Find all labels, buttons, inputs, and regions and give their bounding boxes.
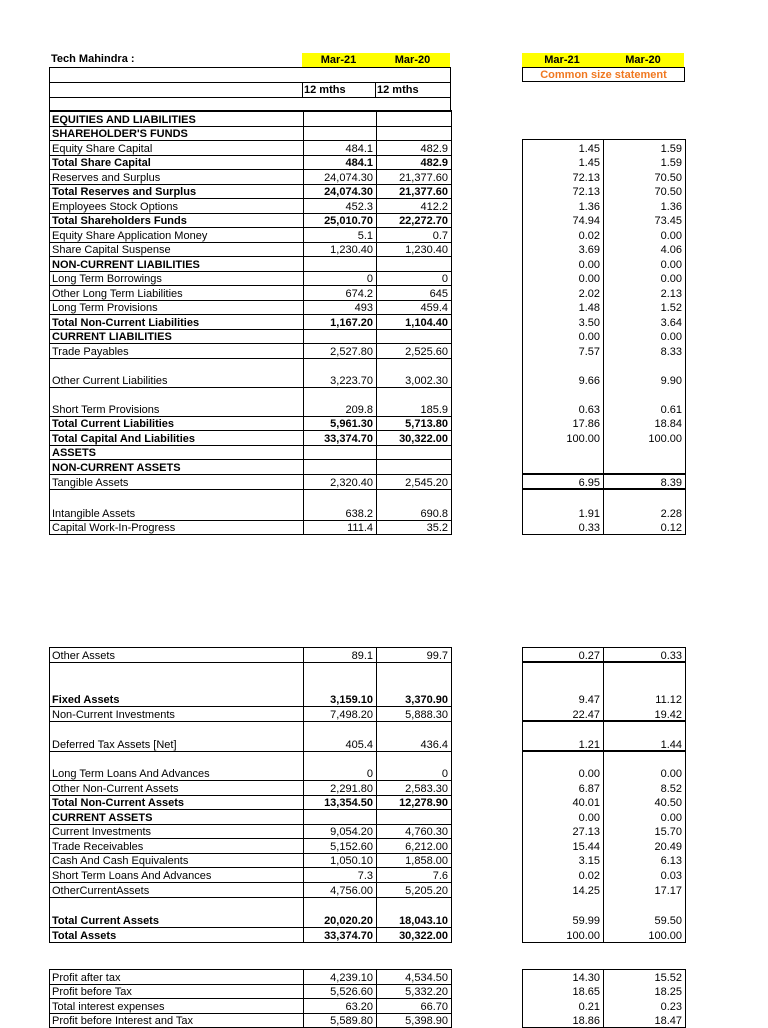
row-label: Total Non-Current Liabilities xyxy=(52,317,200,329)
row-label: CURRENT ASSETS xyxy=(52,812,153,824)
cs-value-mar20 xyxy=(603,445,685,459)
table-row xyxy=(50,155,451,169)
value-mar20 xyxy=(376,257,451,271)
value-mar21: 63.20 xyxy=(345,1001,373,1013)
table-row xyxy=(50,169,451,184)
cs-value-mar21: 0.00 xyxy=(578,812,600,824)
table-row xyxy=(50,662,451,706)
value-mar20: 1,858.00 xyxy=(405,855,448,867)
table-row xyxy=(50,520,451,534)
cs-value-mar20: 15.52 xyxy=(654,972,682,984)
value-mar21: 493 xyxy=(354,302,373,314)
row-label: Trade Receivables xyxy=(52,841,144,853)
value-mar21 xyxy=(303,111,376,126)
row-label: Profit after tax xyxy=(52,972,121,984)
value-mar20: 0.7 xyxy=(432,230,448,242)
cs-value-mar21: 7.57 xyxy=(578,346,600,358)
value-mar21: 3,223.70 xyxy=(330,375,373,387)
value-mar20: 5,398.90 xyxy=(405,1015,448,1027)
cs-value-mar20: 1.59 xyxy=(660,157,682,169)
row-label: Profit before Tax xyxy=(52,986,132,998)
value-mar20: 436.4 xyxy=(420,739,448,751)
value-mar20: 5,888.30 xyxy=(405,709,448,721)
cs-value-mar20: 1.52 xyxy=(660,302,682,314)
cs-value-mar20: 6.13 xyxy=(660,855,682,867)
cs-value-mar21: 100.00 xyxy=(566,930,600,942)
table-row xyxy=(50,882,451,897)
cs-value-mar20: 15.70 xyxy=(654,826,682,838)
common-size-block xyxy=(522,661,686,722)
cs-value-mar21: 1.21 xyxy=(578,739,600,751)
cs-value-mar21: 2.02 xyxy=(578,288,600,300)
table-row xyxy=(50,474,451,489)
value-mar21: 33,374.70 xyxy=(324,930,373,942)
value-mar21: 20,020.20 xyxy=(324,915,373,927)
table-row xyxy=(50,285,451,300)
cs-value-mar21: 72.13 xyxy=(572,172,600,184)
table-row xyxy=(50,780,451,795)
value-mar20: 482.9 xyxy=(420,157,448,169)
common-size-block xyxy=(522,750,686,943)
row-label: Tangible Assets xyxy=(52,477,129,489)
value-mar20: 482.9 xyxy=(420,143,448,155)
cs-value-mar21: 72.13 xyxy=(572,186,600,198)
cs-value-mar21: 0.63 xyxy=(578,404,600,416)
value-mar20 xyxy=(376,127,451,140)
value-mar20: 0 xyxy=(441,273,448,285)
value-mar20: 690.8 xyxy=(420,508,448,520)
cs-value-mar21: 40.01 xyxy=(572,797,600,809)
cs-value-mar20: 0.00 xyxy=(660,812,682,824)
value-mar21: 1,230.40 xyxy=(330,244,373,256)
cs-value-mar21: 3.15 xyxy=(578,855,600,867)
table-row xyxy=(50,242,451,256)
value-mar20 xyxy=(376,446,451,459)
cs-value-mar21: 74.94 xyxy=(572,215,600,227)
row-label: Employees Stock Options xyxy=(52,201,178,213)
value-mar21 xyxy=(303,460,376,474)
cs-value-mar20: 8.39 xyxy=(660,477,682,489)
cs-value-mar21: 3.50 xyxy=(578,317,600,329)
header-grid xyxy=(49,67,451,112)
cs-value-mar20: 2.13 xyxy=(660,288,682,300)
value-mar21: 484.1 xyxy=(345,157,373,169)
cs-value-mar20: 1.44 xyxy=(660,739,682,751)
value-mar20: 2,583.30 xyxy=(405,783,448,795)
cs-value-mar20: 18.25 xyxy=(654,986,682,998)
row-label: Other Assets xyxy=(52,650,115,662)
value-mar21 xyxy=(303,257,376,271)
row-label: Deferred Tax Assets [Net] xyxy=(52,739,177,751)
table-row xyxy=(50,795,451,809)
cs-title: Common size statement xyxy=(540,68,667,81)
cs-value-mar20: 0.03 xyxy=(660,870,682,882)
value-mar21: 405.4 xyxy=(345,739,373,751)
row-label: Equity Share Application Money xyxy=(52,230,208,242)
cs-value-mar20: 100.00 xyxy=(648,433,682,445)
value-mar21: 2,527.80 xyxy=(330,346,373,358)
value-mar20: 3,002.30 xyxy=(405,375,448,387)
cs-value-mar21: 3.69 xyxy=(578,244,600,256)
row-label: Total Current Liabilities xyxy=(52,418,175,430)
table-row xyxy=(50,126,451,140)
value-mar20: 459.4 xyxy=(420,302,448,314)
value-mar20: 30,322.00 xyxy=(399,930,448,942)
value-mar20: 2,545.20 xyxy=(405,477,448,489)
table-row xyxy=(50,314,451,329)
cs-value-mar21: 0.33 xyxy=(578,522,600,534)
value-mar21: 4,756.00 xyxy=(330,885,373,897)
cs-value-mar21 xyxy=(523,445,603,459)
value-mar21: 7,498.20 xyxy=(330,709,373,721)
cs-value-mar21: 1.45 xyxy=(578,143,600,155)
cs-value-mar20: 0.00 xyxy=(660,230,682,242)
value-mar21: 484.1 xyxy=(345,143,373,155)
row-label: Equity Share Capital xyxy=(52,143,153,155)
row-label: NON-CURRENT LIABILITIES xyxy=(52,259,200,271)
cs-value-mar20: 18.84 xyxy=(654,418,682,430)
row-label: Total interest expenses xyxy=(52,1001,165,1013)
value-mar20: 30,322.00 xyxy=(399,433,448,445)
value-mar21: 5,961.30 xyxy=(330,418,373,430)
cs-value-mar21: 14.30 xyxy=(572,972,600,984)
table-row xyxy=(50,970,451,984)
value-mar20: 4,534.50 xyxy=(405,972,448,984)
row-label: Total Reserves and Surplus xyxy=(52,186,197,198)
value-mar20 xyxy=(376,810,451,824)
value-mar20: 7.6 xyxy=(432,870,448,882)
value-mar20: 1,104.40 xyxy=(405,317,448,329)
row-label: Long Term Provisions xyxy=(52,302,158,314)
row-label: Fixed Assets xyxy=(52,694,120,706)
value-mar21: 1,050.10 xyxy=(330,855,373,867)
value-mar21: 111.4 xyxy=(347,522,373,534)
value-mar20: 5,332.20 xyxy=(405,986,448,998)
table-row xyxy=(50,998,451,1013)
cs-value-mar21: 1.48 xyxy=(578,302,600,314)
row-label: EQUITIES AND LIABILITIES xyxy=(52,114,196,126)
value-mar20: 12,278.90 xyxy=(399,797,448,809)
cs-value-mar20: 1.36 xyxy=(660,201,682,213)
row-label: Total Shareholders Funds xyxy=(52,215,187,227)
cs-value-mar21: 14.25 xyxy=(572,885,600,897)
value-mar20: 6,212.00 xyxy=(405,841,448,853)
table-row xyxy=(50,927,451,942)
table-row xyxy=(50,213,451,227)
table-row xyxy=(50,343,451,358)
cs-title-box xyxy=(522,67,685,82)
row-label: Trade Payables xyxy=(52,346,129,358)
value-mar21: 24,074.30 xyxy=(324,186,373,198)
cs-value-mar20: 0.00 xyxy=(660,273,682,285)
cs-value-mar20: 18.47 xyxy=(654,1015,682,1027)
cs-value-mar21: 17.86 xyxy=(572,418,600,430)
row-label: Short Term Provisions xyxy=(52,404,160,416)
row-label: Profit before Interest and Tax xyxy=(52,1015,194,1027)
table-row xyxy=(50,897,451,927)
header-col2: Mar-20 xyxy=(375,53,450,67)
cs-header-col1: Mar-21 xyxy=(522,53,602,67)
value-mar21: 2,320.40 xyxy=(330,477,373,489)
cs-value-mar21: 1.45 xyxy=(578,157,600,169)
value-mar21: 638.2 xyxy=(345,508,373,520)
left-table-block xyxy=(49,647,452,943)
value-mar20: 645 xyxy=(429,288,448,300)
row-label: CURRENT LIABILITIES xyxy=(52,331,172,343)
cs-value-mar20: 0.00 xyxy=(660,259,682,271)
period-col1: 12 mths xyxy=(304,84,346,96)
value-mar21 xyxy=(303,446,376,459)
value-mar21: 1,167.20 xyxy=(330,317,373,329)
cs-value-mar21: 0.27 xyxy=(578,650,600,662)
row-label: Share Capital Suspense xyxy=(52,244,171,256)
value-mar20: 18,043.10 xyxy=(399,915,448,927)
cs-value-mar21: 1.91 xyxy=(578,508,600,520)
left-table-block xyxy=(49,969,452,1028)
cs-value-mar21: 9.66 xyxy=(578,375,600,387)
cs-value-mar20: 59.50 xyxy=(654,915,682,927)
cs-value-mar20: 19.42 xyxy=(654,709,682,721)
period-col2: 12 mths xyxy=(377,84,419,96)
row-label: Total Capital And Liabilities xyxy=(52,433,196,445)
cs-value-mar21: 100.00 xyxy=(566,433,600,445)
value-mar21: 0 xyxy=(366,768,373,780)
row-label: NON-CURRENT ASSETS xyxy=(52,462,181,474)
table-row xyxy=(50,198,451,213)
cs-value-mar21: 0.02 xyxy=(578,870,600,882)
table-row xyxy=(50,853,451,867)
table-row xyxy=(50,459,451,474)
row-label: Current Investments xyxy=(52,826,152,838)
value-mar21: 5,589.80 xyxy=(330,1015,373,1027)
table-row xyxy=(50,256,451,271)
header-col1: Mar-21 xyxy=(302,53,375,67)
cs-value-mar20: 0.12 xyxy=(660,522,682,534)
cs-value-mar20 xyxy=(603,459,685,474)
cs-value-mar20: 0.23 xyxy=(660,1001,682,1013)
table-row xyxy=(50,445,451,459)
row-label: Short Term Loans And Advances xyxy=(52,870,212,882)
value-mar20: 35.2 xyxy=(426,522,448,534)
common-size-block xyxy=(522,488,686,535)
value-mar21: 33,374.70 xyxy=(324,433,373,445)
value-mar21: 674.2 xyxy=(345,288,373,300)
value-mar21: 4,239.10 xyxy=(330,972,373,984)
value-mar20: 4,760.30 xyxy=(405,826,448,838)
company-title: Tech Mahindra : xyxy=(51,53,135,65)
value-mar20: 0 xyxy=(441,768,448,780)
cs-value-mar20: 73.45 xyxy=(654,215,682,227)
cs-value-mar20: 0.00 xyxy=(660,331,682,343)
cs-value-mar21: 9.47 xyxy=(578,694,600,706)
value-mar21 xyxy=(303,330,376,343)
row-label: Intangible Assets xyxy=(52,508,136,520)
cs-value-mar20: 20.49 xyxy=(654,841,682,853)
row-label: Total Assets xyxy=(52,930,117,942)
row-label: SHAREHOLDER'S FUNDS xyxy=(52,128,188,140)
value-mar20 xyxy=(376,330,451,343)
table-row xyxy=(50,300,451,314)
value-mar21: 5,526.60 xyxy=(330,986,373,998)
row-label: Non-Current Investments xyxy=(52,709,175,721)
cs-value-mar20: 8.52 xyxy=(660,783,682,795)
cs-value-mar21: 0.21 xyxy=(578,1001,600,1013)
cs-value-mar20: 8.33 xyxy=(660,346,682,358)
value-mar21: 7.3 xyxy=(357,870,373,882)
value-mar20: 5,713.80 xyxy=(405,418,448,430)
row-label: ASSETS xyxy=(52,447,97,459)
table-row xyxy=(50,271,451,285)
value-mar20 xyxy=(376,111,451,126)
table-row xyxy=(50,387,451,416)
value-mar20: 22,272.70 xyxy=(399,215,448,227)
cs-value-mar21: 0.00 xyxy=(578,259,600,271)
value-mar20: 185.9 xyxy=(420,404,448,416)
cs-value-mar21: 6.87 xyxy=(578,783,600,795)
table-row xyxy=(50,648,451,662)
value-mar20: 412.2 xyxy=(420,201,448,213)
value-mar20: 66.70 xyxy=(420,1001,448,1013)
row-label: Other Non-Current Assets xyxy=(52,783,179,795)
cs-value-mar21: 22.47 xyxy=(572,709,600,721)
cs-value-mar20: 9.90 xyxy=(660,375,682,387)
cs-value-mar21: 15.44 xyxy=(572,841,600,853)
cs-value-mar20: 0.33 xyxy=(660,650,682,662)
value-mar21: 89.1 xyxy=(351,650,373,662)
table-row xyxy=(50,838,451,853)
cs-value-mar20: 0.61 xyxy=(660,404,682,416)
cs-value-mar20: 4.06 xyxy=(660,244,682,256)
row-label: Long Term Borrowings xyxy=(52,273,162,285)
value-mar21 xyxy=(303,810,376,824)
table-row xyxy=(50,706,451,721)
common-size-block xyxy=(522,139,686,475)
table-row xyxy=(50,867,451,882)
table-row xyxy=(50,489,451,520)
cs-value-mar21: 6.95 xyxy=(578,477,600,489)
row-label: Capital Work-In-Progress xyxy=(52,522,176,534)
table-row xyxy=(50,751,451,780)
value-mar21: 5,152.60 xyxy=(330,841,373,853)
row-label: Total Current Assets xyxy=(52,915,159,927)
row-label: Other Long Term Liabilities xyxy=(52,288,183,300)
table-row xyxy=(50,1013,451,1027)
value-mar21: 0 xyxy=(366,273,373,285)
cs-value-mar20: 70.50 xyxy=(654,172,682,184)
value-mar20: 99.7 xyxy=(426,650,448,662)
table-row xyxy=(50,824,451,838)
table-row xyxy=(50,416,451,430)
cs-value-mar21: 1.36 xyxy=(578,201,600,213)
row-label: Total Share Capital xyxy=(52,157,151,169)
table-row xyxy=(50,809,451,824)
table-row xyxy=(50,329,451,343)
cs-value-mar21 xyxy=(523,459,603,474)
value-mar21: 13,354.50 xyxy=(324,797,373,809)
table-row xyxy=(50,111,451,126)
table-row xyxy=(50,430,451,445)
value-mar20: 21,377.60 xyxy=(399,172,448,184)
left-table-block xyxy=(49,110,452,535)
cs-value-mar21: 0.00 xyxy=(578,768,600,780)
row-label: OtherCurrentAssets xyxy=(52,885,150,897)
cs-value-mar20: 1.59 xyxy=(660,143,682,155)
value-mar21: 25,010.70 xyxy=(324,215,373,227)
value-mar21: 3,159.10 xyxy=(330,694,373,706)
value-mar21 xyxy=(303,127,376,140)
table-row xyxy=(50,984,451,998)
cs-value-mar20: 17.17 xyxy=(654,885,682,897)
cs-value-mar20: 3.64 xyxy=(660,317,682,329)
value-mar20 xyxy=(376,460,451,474)
cs-header-col2: Mar-20 xyxy=(602,53,684,67)
row-label: Long Term Loans And Advances xyxy=(52,768,210,780)
value-mar20: 21,377.60 xyxy=(399,186,448,198)
value-mar21: 5.1 xyxy=(357,230,373,242)
value-mar21: 2,291.80 xyxy=(330,783,373,795)
cs-value-mar21: 0.02 xyxy=(578,230,600,242)
table-row xyxy=(50,358,451,387)
value-mar21: 209.8 xyxy=(345,404,373,416)
table-row xyxy=(50,227,451,242)
table-row xyxy=(50,721,451,751)
cs-value-mar20: 11.12 xyxy=(655,694,682,706)
common-size-block xyxy=(522,720,686,752)
cs-value-mar21: 0.00 xyxy=(578,331,600,343)
cs-value-mar21: 27.13 xyxy=(572,826,600,838)
cs-value-mar20: 0.00 xyxy=(660,768,682,780)
row-label: Cash And Cash Equivalents xyxy=(52,855,189,867)
value-mar20: 1,230.40 xyxy=(405,244,448,256)
cs-value-mar20: 40.50 xyxy=(654,797,682,809)
row-label: Total Non-Current Assets xyxy=(52,797,185,809)
value-mar21: 24,074.30 xyxy=(324,172,373,184)
table-row xyxy=(50,140,451,155)
value-mar20: 3,370.90 xyxy=(405,694,448,706)
cs-value-mar21: 18.86 xyxy=(572,1015,600,1027)
value-mar20: 5,205.20 xyxy=(405,885,448,897)
value-mar21: 9,054.20 xyxy=(330,826,373,838)
cs-value-mar20: 100.00 xyxy=(648,930,682,942)
cs-value-mar21: 0.00 xyxy=(578,273,600,285)
row-label: Other Current Liabilities xyxy=(52,375,168,387)
cs-value-mar20: 70.50 xyxy=(654,186,682,198)
cs-value-mar21: 18.65 xyxy=(572,986,600,998)
common-size-block xyxy=(522,969,686,1028)
cs-value-mar20: 2.28 xyxy=(660,508,682,520)
table-row xyxy=(50,184,451,198)
row-label: Reserves and Surplus xyxy=(52,172,161,184)
value-mar21: 452.3 xyxy=(345,201,373,213)
cs-value-mar21: 59.99 xyxy=(572,915,600,927)
value-mar20: 2,525.60 xyxy=(405,346,448,358)
